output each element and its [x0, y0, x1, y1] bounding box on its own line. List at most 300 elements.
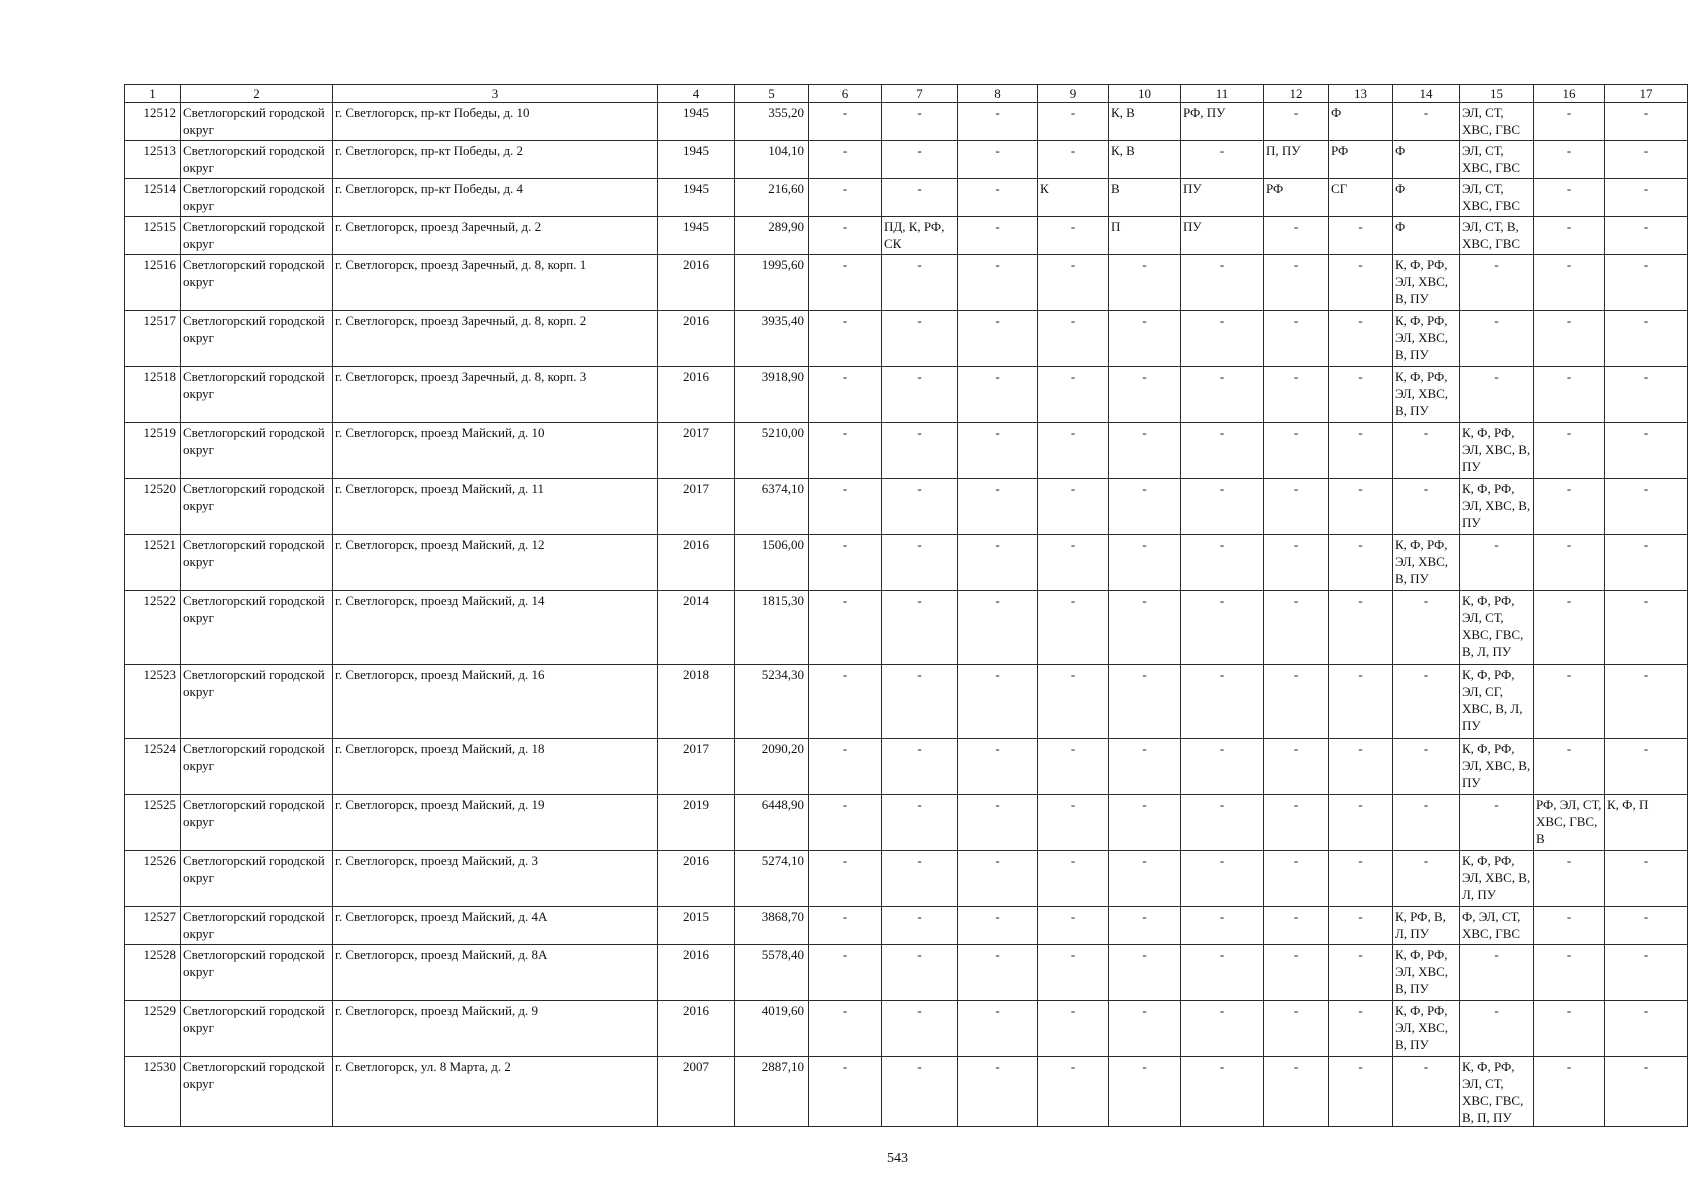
col-12-cell: - [1264, 255, 1329, 311]
row-id-cell: 12525 [125, 795, 181, 851]
build-year-cell: 1945 [658, 217, 735, 255]
build-year-cell: 2016 [658, 367, 735, 423]
col-16-cell: - [1534, 423, 1605, 479]
col-11-cell: - [1181, 795, 1264, 851]
build-year-cell: 2016 [658, 1001, 735, 1057]
address-cell: г. Светлогорск, проезд Майский, д. 12 [333, 535, 658, 591]
col-9-cell: - [1038, 945, 1109, 1001]
col-13-cell: СГ [1329, 179, 1393, 217]
col-10-cell: - [1109, 945, 1181, 1001]
build-year-cell: 2016 [658, 945, 735, 1001]
col-14-cell: Ф [1393, 217, 1460, 255]
build-year-cell: 1945 [658, 141, 735, 179]
col-11-cell: - [1181, 311, 1264, 367]
col-13-cell: - [1329, 217, 1393, 255]
col-17-cell: - [1605, 739, 1688, 795]
col-16-cell: - [1534, 945, 1605, 1001]
col-12-cell: - [1264, 423, 1329, 479]
municipality-cell: Светлогорский городской округ [181, 1001, 333, 1057]
col-7-cell: - [882, 1057, 958, 1127]
col-9-cell: - [1038, 851, 1109, 907]
col-6-cell: - [809, 591, 882, 665]
col-6-cell: - [809, 141, 882, 179]
col-15-cell: ЭЛ, СТ, ХВС, ГВС [1460, 179, 1534, 217]
col-6-cell: - [809, 665, 882, 739]
col-17-cell: - [1605, 1057, 1688, 1127]
col-7-cell: - [882, 141, 958, 179]
municipality-cell: Светлогорский городской округ [181, 907, 333, 945]
col-8-cell: - [958, 255, 1038, 311]
col-12-cell: - [1264, 103, 1329, 141]
col-10-cell: - [1109, 591, 1181, 665]
col-6-cell: - [809, 1057, 882, 1127]
col-15-cell: ЭЛ, СТ, ХВС, ГВС [1460, 141, 1534, 179]
col-6-cell: - [809, 1001, 882, 1057]
col-12-cell: - [1264, 665, 1329, 739]
row-id-cell: 12528 [125, 945, 181, 1001]
col-8-cell: - [958, 1001, 1038, 1057]
col-14-cell: К, Ф, РФ, ЭЛ, ХВС, В, ПУ [1393, 255, 1460, 311]
col-16-cell: РФ, ЭЛ, СТ, ХВС, ГВС, В [1534, 795, 1605, 851]
table-row [125, 103, 1688, 141]
address-cell: г. Светлогорск, проезд Майский, д. 16 [333, 665, 658, 739]
column-number-header: 3 [333, 85, 658, 103]
address-cell: г. Светлогорск, пр-кт Победы, д. 2 [333, 141, 658, 179]
col-15-cell: К, Ф, РФ, ЭЛ, ХВС, В, ПУ [1460, 423, 1534, 479]
municipality-cell: Светлогорский городской округ [181, 535, 333, 591]
col-15-cell: ЭЛ, СТ, ХВС, ГВС [1460, 103, 1534, 141]
col-17-cell: - [1605, 479, 1688, 535]
col-12-cell: - [1264, 795, 1329, 851]
col-13-cell: - [1329, 665, 1393, 739]
col-13-cell: - [1329, 907, 1393, 945]
col-10-cell: - [1109, 907, 1181, 945]
col-10-cell: - [1109, 851, 1181, 907]
col-9-cell: К [1038, 179, 1109, 217]
col-15-cell: К, Ф, РФ, ЭЛ, СГ, ХВС, В, Л, ПУ [1460, 665, 1534, 739]
col-14-cell: - [1393, 851, 1460, 907]
address-cell: г. Светлогорск, проезд Майский, д. 11 [333, 479, 658, 535]
table-row [125, 141, 1688, 179]
column-number-header: 6 [809, 85, 882, 103]
municipality-cell: Светлогорский городской округ [181, 103, 333, 141]
municipality-cell: Светлогорский городской округ [181, 423, 333, 479]
col-15-cell: - [1460, 311, 1534, 367]
build-year-cell: 2016 [658, 851, 735, 907]
col-17-cell: - [1605, 535, 1688, 591]
col-8-cell: - [958, 103, 1038, 141]
col-15-cell: ЭЛ, СТ, В, ХВС, ГВС [1460, 217, 1534, 255]
column-number-header: 8 [958, 85, 1038, 103]
col-8-cell: - [958, 141, 1038, 179]
municipality-cell: Светлогорский городской округ [181, 255, 333, 311]
row-id-cell: 12518 [125, 367, 181, 423]
column-number-header: 10 [1109, 85, 1181, 103]
col-15-cell: - [1460, 1001, 1534, 1057]
col-9-cell: - [1038, 479, 1109, 535]
table-row [125, 367, 1688, 423]
column-number-header: 2 [181, 85, 333, 103]
col-7-cell: - [882, 907, 958, 945]
address-cell: г. Светлогорск, проезд Майский, д. 10 [333, 423, 658, 479]
col-14-cell: - [1393, 665, 1460, 739]
col-14-cell: К, Ф, РФ, ЭЛ, ХВС, В, ПУ [1393, 945, 1460, 1001]
col-9-cell: - [1038, 423, 1109, 479]
area-cell: 4019,60 [735, 1001, 809, 1057]
row-id-cell: 12527 [125, 907, 181, 945]
col-8-cell: - [958, 795, 1038, 851]
address-cell: г. Светлогорск, ул. 8 Марта, д. 2 [333, 1057, 658, 1127]
col-10-cell: - [1109, 795, 1181, 851]
col-11-cell: - [1181, 479, 1264, 535]
col-8-cell: - [958, 367, 1038, 423]
address-cell: г. Светлогорск, пр-кт Победы, д. 4 [333, 179, 658, 217]
col-9-cell: - [1038, 907, 1109, 945]
col-11-cell: ПУ [1181, 217, 1264, 255]
col-13-cell: РФ [1329, 141, 1393, 179]
table-row [125, 217, 1688, 255]
row-id-cell: 12526 [125, 851, 181, 907]
col-6-cell: - [809, 851, 882, 907]
row-id-cell: 12529 [125, 1001, 181, 1057]
col-16-cell: - [1534, 739, 1605, 795]
build-year-cell: 2016 [658, 255, 735, 311]
col-6-cell: - [809, 795, 882, 851]
col-16-cell: - [1534, 1057, 1605, 1127]
area-cell: 3918,90 [735, 367, 809, 423]
col-16-cell: - [1534, 907, 1605, 945]
col-15-cell: К, Ф, РФ, ЭЛ, ХВС, В, ПУ [1460, 739, 1534, 795]
col-13-cell: - [1329, 1001, 1393, 1057]
col-12-cell: - [1264, 311, 1329, 367]
col-14-cell: - [1393, 1057, 1460, 1127]
table-row [125, 479, 1688, 535]
table-row [125, 851, 1688, 907]
col-6-cell: - [809, 311, 882, 367]
build-year-cell: 2016 [658, 535, 735, 591]
col-7-cell: ПД, К, РФ, СК [882, 217, 958, 255]
col-13-cell: - [1329, 591, 1393, 665]
housing-registry-table [124, 84, 1688, 1127]
col-9-cell: - [1038, 665, 1109, 739]
column-number-header: 5 [735, 85, 809, 103]
col-11-cell: - [1181, 591, 1264, 665]
municipality-cell: Светлогорский городской округ [181, 367, 333, 423]
col-11-cell: - [1181, 739, 1264, 795]
table-row [125, 907, 1688, 945]
col-15-cell: К, Ф, РФ, ЭЛ, ХВС, В, Л, ПУ [1460, 851, 1534, 907]
col-17-cell: - [1605, 179, 1688, 217]
col-7-cell: - [882, 1001, 958, 1057]
col-7-cell: - [882, 255, 958, 311]
address-cell: г. Светлогорск, проезд Майский, д. 4А [333, 907, 658, 945]
col-14-cell: - [1393, 739, 1460, 795]
col-14-cell: К, Ф, РФ, ЭЛ, ХВС, В, ПУ [1393, 367, 1460, 423]
col-12-cell: П, ПУ [1264, 141, 1329, 179]
row-id-cell: 12514 [125, 179, 181, 217]
col-7-cell: - [882, 795, 958, 851]
col-6-cell: - [809, 255, 882, 311]
area-cell: 5234,30 [735, 665, 809, 739]
table-row [125, 945, 1688, 1001]
table-row [125, 1057, 1688, 1127]
col-7-cell: - [882, 179, 958, 217]
col-7-cell: - [882, 945, 958, 1001]
col-17-cell: - [1605, 665, 1688, 739]
col-10-cell: - [1109, 255, 1181, 311]
col-9-cell: - [1038, 141, 1109, 179]
row-id-cell: 12517 [125, 311, 181, 367]
table-row [125, 311, 1688, 367]
col-11-cell: - [1181, 255, 1264, 311]
column-number-header: 14 [1393, 85, 1460, 103]
col-9-cell: - [1038, 1057, 1109, 1127]
area-cell: 3868,70 [735, 907, 809, 945]
build-year-cell: 1945 [658, 103, 735, 141]
col-16-cell: - [1534, 591, 1605, 665]
col-7-cell: - [882, 423, 958, 479]
col-9-cell: - [1038, 367, 1109, 423]
col-12-cell: - [1264, 1057, 1329, 1127]
col-10-cell: - [1109, 1057, 1181, 1127]
row-id-cell: 12521 [125, 535, 181, 591]
column-number-header: 17 [1605, 85, 1688, 103]
build-year-cell: 2014 [658, 591, 735, 665]
col-14-cell: - [1393, 103, 1460, 141]
col-8-cell: - [958, 591, 1038, 665]
col-9-cell: - [1038, 311, 1109, 367]
col-16-cell: - [1534, 535, 1605, 591]
col-7-cell: - [882, 591, 958, 665]
col-12-cell: - [1264, 851, 1329, 907]
col-13-cell: - [1329, 479, 1393, 535]
col-8-cell: - [958, 179, 1038, 217]
col-8-cell: - [958, 217, 1038, 255]
col-8-cell: - [958, 945, 1038, 1001]
col-6-cell: - [809, 739, 882, 795]
area-cell: 3935,40 [735, 311, 809, 367]
column-number-header: 11 [1181, 85, 1264, 103]
col-10-cell: - [1109, 535, 1181, 591]
col-13-cell: - [1329, 367, 1393, 423]
col-13-cell: - [1329, 311, 1393, 367]
row-id-cell: 12522 [125, 591, 181, 665]
area-cell: 6448,90 [735, 795, 809, 851]
col-12-cell: - [1264, 535, 1329, 591]
col-6-cell: - [809, 179, 882, 217]
col-6-cell: - [809, 423, 882, 479]
col-14-cell: К, Ф, РФ, ЭЛ, ХВС, В, ПУ [1393, 535, 1460, 591]
municipality-cell: Светлогорский городской округ [181, 311, 333, 367]
address-cell: г. Светлогорск, проезд Майский, д. 14 [333, 591, 658, 665]
col-8-cell: - [958, 479, 1038, 535]
col-17-cell: - [1605, 311, 1688, 367]
col-17-cell: - [1605, 423, 1688, 479]
municipality-cell: Светлогорский городской округ [181, 739, 333, 795]
col-10-cell: В [1109, 179, 1181, 217]
area-cell: 104,10 [735, 141, 809, 179]
area-cell: 1995,60 [735, 255, 809, 311]
col-9-cell: - [1038, 1001, 1109, 1057]
col-14-cell: - [1393, 479, 1460, 535]
col-17-cell: - [1605, 255, 1688, 311]
col-8-cell: - [958, 851, 1038, 907]
col-16-cell: - [1534, 367, 1605, 423]
table-row [125, 423, 1688, 479]
col-9-cell: - [1038, 217, 1109, 255]
col-6-cell: - [809, 479, 882, 535]
row-id-cell: 12516 [125, 255, 181, 311]
address-cell: г. Светлогорск, проезд Заречный, д. 8, корп. 2 [333, 311, 658, 367]
municipality-cell: Светлогорский городской округ [181, 795, 333, 851]
page-number: 543 [887, 1151, 908, 1166]
col-17-cell: К, Ф, П [1605, 795, 1688, 851]
col-14-cell: К, Ф, РФ, ЭЛ, ХВС, В, ПУ [1393, 1001, 1460, 1057]
col-12-cell: - [1264, 907, 1329, 945]
col-14-cell: - [1393, 591, 1460, 665]
build-year-cell: 2016 [658, 311, 735, 367]
col-12-cell: - [1264, 1001, 1329, 1057]
col-8-cell: - [958, 907, 1038, 945]
table-row [125, 739, 1688, 795]
col-6-cell: - [809, 103, 882, 141]
col-17-cell: - [1605, 907, 1688, 945]
table-row [125, 1001, 1688, 1057]
col-13-cell: - [1329, 255, 1393, 311]
col-6-cell: - [809, 217, 882, 255]
col-16-cell: - [1534, 311, 1605, 367]
col-7-cell: - [882, 479, 958, 535]
col-16-cell: - [1534, 179, 1605, 217]
table-row [125, 535, 1688, 591]
build-year-cell: 2017 [658, 423, 735, 479]
col-9-cell: - [1038, 255, 1109, 311]
col-14-cell: К, РФ, В, Л, ПУ [1393, 907, 1460, 945]
col-16-cell: - [1534, 141, 1605, 179]
col-12-cell: - [1264, 739, 1329, 795]
address-cell: г. Светлогорск, пр-кт Победы, д. 10 [333, 103, 658, 141]
area-cell: 355,20 [735, 103, 809, 141]
col-15-cell: К, Ф, РФ, ЭЛ, ХВС, В, ПУ [1460, 479, 1534, 535]
col-14-cell: Ф [1393, 141, 1460, 179]
col-6-cell: - [809, 945, 882, 1001]
area-cell: 2090,20 [735, 739, 809, 795]
col-15-cell: - [1460, 795, 1534, 851]
col-11-cell: - [1181, 665, 1264, 739]
row-id-cell: 12523 [125, 665, 181, 739]
municipality-cell: Светлогорский городской округ [181, 141, 333, 179]
col-17-cell: - [1605, 103, 1688, 141]
table-row [125, 665, 1688, 739]
col-13-cell: Ф [1329, 103, 1393, 141]
build-year-cell: 2015 [658, 907, 735, 945]
col-17-cell: - [1605, 591, 1688, 665]
col-7-cell: - [882, 367, 958, 423]
col-17-cell: - [1605, 851, 1688, 907]
address-cell: г. Светлогорск, проезд Майский, д. 8А [333, 945, 658, 1001]
col-11-cell: - [1181, 945, 1264, 1001]
build-year-cell: 2007 [658, 1057, 735, 1127]
address-cell: г. Светлогорск, проезд Майский, д. 18 [333, 739, 658, 795]
municipality-cell: Светлогорский городской округ [181, 217, 333, 255]
col-13-cell: - [1329, 739, 1393, 795]
col-10-cell: - [1109, 479, 1181, 535]
col-17-cell: - [1605, 141, 1688, 179]
col-9-cell: - [1038, 103, 1109, 141]
col-11-cell: - [1181, 1001, 1264, 1057]
build-year-cell: 2019 [658, 795, 735, 851]
col-17-cell: - [1605, 367, 1688, 423]
col-10-cell: П [1109, 217, 1181, 255]
col-15-cell: - [1460, 535, 1534, 591]
column-number-header: 13 [1329, 85, 1393, 103]
col-11-cell: - [1181, 141, 1264, 179]
municipality-cell: Светлогорский городской округ [181, 591, 333, 665]
col-11-cell: РФ, ПУ [1181, 103, 1264, 141]
col-15-cell: К, Ф, РФ, ЭЛ, СТ, ХВС, ГВС, В, Л, ПУ [1460, 591, 1534, 665]
col-9-cell: - [1038, 795, 1109, 851]
area-cell: 2887,10 [735, 1057, 809, 1127]
col-13-cell: - [1329, 851, 1393, 907]
col-10-cell: - [1109, 739, 1181, 795]
col-10-cell: - [1109, 1001, 1181, 1057]
municipality-cell: Светлогорский городской округ [181, 945, 333, 1001]
col-11-cell: - [1181, 851, 1264, 907]
col-9-cell: - [1038, 535, 1109, 591]
col-14-cell: К, Ф, РФ, ЭЛ, ХВС, В, ПУ [1393, 311, 1460, 367]
address-cell: г. Светлогорск, проезд Заречный, д. 8, корп. 3 [333, 367, 658, 423]
col-10-cell: - [1109, 367, 1181, 423]
col-16-cell: - [1534, 217, 1605, 255]
column-number-header: 1 [125, 85, 181, 103]
municipality-cell: Светлогорский городской округ [181, 479, 333, 535]
col-11-cell: - [1181, 423, 1264, 479]
address-cell: г. Светлогорск, проезд Заречный, д. 8, корп. 1 [333, 255, 658, 311]
col-7-cell: - [882, 103, 958, 141]
col-6-cell: - [809, 907, 882, 945]
col-14-cell: Ф [1393, 179, 1460, 217]
table-row [125, 795, 1688, 851]
col-15-cell: - [1460, 945, 1534, 1001]
col-10-cell: К, В [1109, 141, 1181, 179]
table-row [125, 255, 1688, 311]
col-16-cell: - [1534, 851, 1605, 907]
col-17-cell: - [1605, 945, 1688, 1001]
col-7-cell: - [882, 535, 958, 591]
build-year-cell: 2017 [658, 479, 735, 535]
col-16-cell: - [1534, 103, 1605, 141]
col-8-cell: - [958, 423, 1038, 479]
col-11-cell: - [1181, 907, 1264, 945]
build-year-cell: 2017 [658, 739, 735, 795]
row-id-cell: 12530 [125, 1057, 181, 1127]
col-16-cell: - [1534, 1001, 1605, 1057]
col-12-cell: - [1264, 591, 1329, 665]
col-9-cell: - [1038, 739, 1109, 795]
municipality-cell: Светлогорский городской округ [181, 851, 333, 907]
column-number-header: 7 [882, 85, 958, 103]
address-cell: г. Светлогорск, проезд Заречный, д. 2 [333, 217, 658, 255]
col-13-cell: - [1329, 1057, 1393, 1127]
col-9-cell: - [1038, 591, 1109, 665]
area-cell: 289,90 [735, 217, 809, 255]
area-cell: 5578,40 [735, 945, 809, 1001]
address-cell: г. Светлогорск, проезд Майский, д. 19 [333, 795, 658, 851]
col-16-cell: - [1534, 665, 1605, 739]
col-13-cell: - [1329, 423, 1393, 479]
col-12-cell: - [1264, 945, 1329, 1001]
column-number-header: 12 [1264, 85, 1329, 103]
